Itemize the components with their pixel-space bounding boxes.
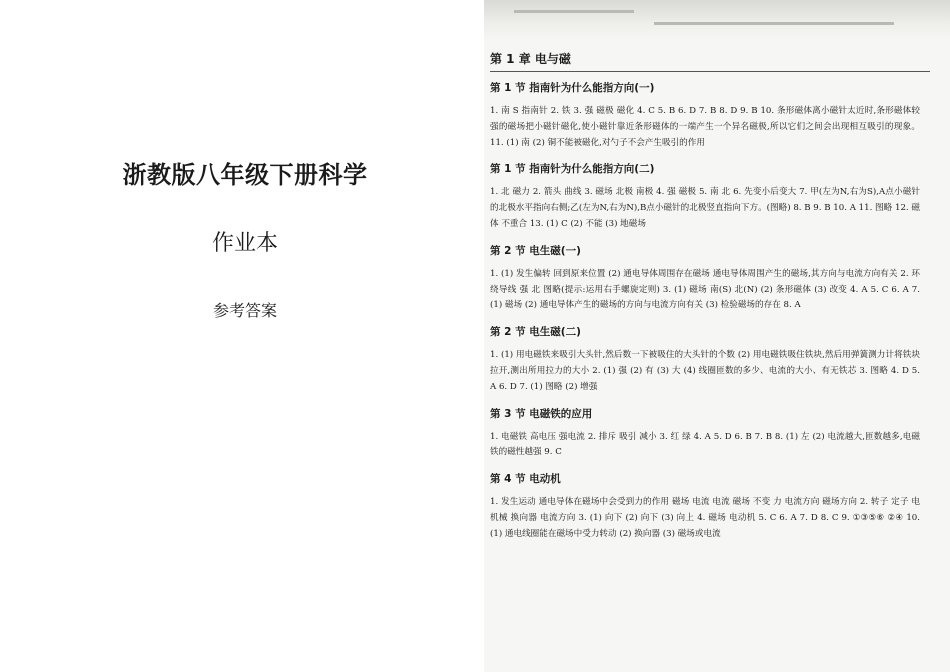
section-title: 第 2 节 电生磁(二) <box>490 326 581 339</box>
bleed-mark <box>654 22 894 25</box>
section-title: 第 2 节 电生磁(一) <box>490 244 581 257</box>
section-answers: 1. (1) 发生偏转 回到原来位置 (2) 通电导体周围存在磁场 通电导体周围产生的磁场,其方向与电流方向有关 2. 环绕导线 强 北 图略(提示:运用右手螺旋定则) 3. (1) 磁场 南(S) 北(N) (2) 条形磁体 (3) 改变 4. A 5. C 6. A 7. (1) 磁场 (2) 通电导体产生的磁场的方向与电流方向有关 (3) 检验磁场的存在 8. A <box>490 268 920 311</box>
section-answers: 1. 北 磁力 2. 箭头 曲线 3. 磁场 北极 南极 4. 强 磁极 5. 南 北 6. 先变小后变大 7. 甲(左为N,右为S),A点小磁针的北极水平指向右侧;乙(左为N,右为N),B点小磁针的北极竖直指向下方。(图略) 8. B 9. B 10. A 11. 图略 12. 磁体 不重合 13. (1) C (2) 不能 (3) 地磁场 <box>490 187 920 229</box>
cover-note: 参考答案 <box>212 301 277 320</box>
section-title: 第 1 节 指南针为什么能指方向(二) <box>490 163 655 176</box>
section-answers: 1. 电磁铁 高电压 强电流 2. 排斥 吸引 减小 3. 红 绿 4. A 5. D 6. B 7. B 8. (1) 左 (2) 电流越大,匝数越多,电磁铁的磁性越强 9. C <box>490 431 920 458</box>
section-title: 第 4 节 电动机 <box>490 473 561 486</box>
section-answers: 1. 南 S 指南针 2. 铁 3. 强 磁极 磁化 4. C 5. B 6. D 7. B 8. D 9. B 10. 条形磁体离小磁针太近时,条形磁体较强的磁场把小磁针磁化,使小磁针靠近条形磁体的一端产生一个异名磁极,所以它们之间会出现相互吸引的现象。 11. (1) 南 (2) 铜不能被磁化,对勺子不会产生吸引的作用 <box>490 106 920 148</box>
answer-content <box>490 80 920 553</box>
section-title: 第 3 节 电磁铁的应用 <box>490 407 593 420</box>
answer-page-scan <box>484 0 950 672</box>
scan-bleed-through <box>484 0 950 40</box>
section-answers: 1. 发生运动 通电导体在磁场中会受到力的作用 磁场 电流 电流 磁场 不变 力 电流方向 磁场方向 2. 转子 定子 电 机械 换向器 电流方向 3. (1) 向下 (2) 向下 (3) 向上 4. 磁场 电动机 5. C 6. A 7. D 8. C 9. ①③⑤⑥ ②④ 10. (1) 通电线圈能在磁场中受力转动 (2) 换向器 (3) 磁场或电流 <box>490 497 920 539</box>
cover-subtitle: 作业本 <box>211 231 278 256</box>
section-answers: 1. (1) 用电磁铁来吸引大头针,然后数一下被吸住的大头针的个数 (2) 用电磁铁吸住铁块,然后用弹簧测力计将铁块拉开,测出所用拉力的大小 2. (1) 强 (2) 有 (3) 大 (4) 线圈匝数的多少、电流的大小、有无铁芯 3. 图略 4. D 5. A 6. D 7. (1) 图略 (2) 增强 <box>490 350 920 392</box>
cover-title: 浙教版八年级下册科学 <box>122 160 368 189</box>
bleed-mark <box>514 10 634 13</box>
chapter-title: 第 1 章 电与磁 <box>490 50 930 72</box>
section-title: 第 1 节 指南针为什么能指方向(一) <box>490 82 655 94</box>
